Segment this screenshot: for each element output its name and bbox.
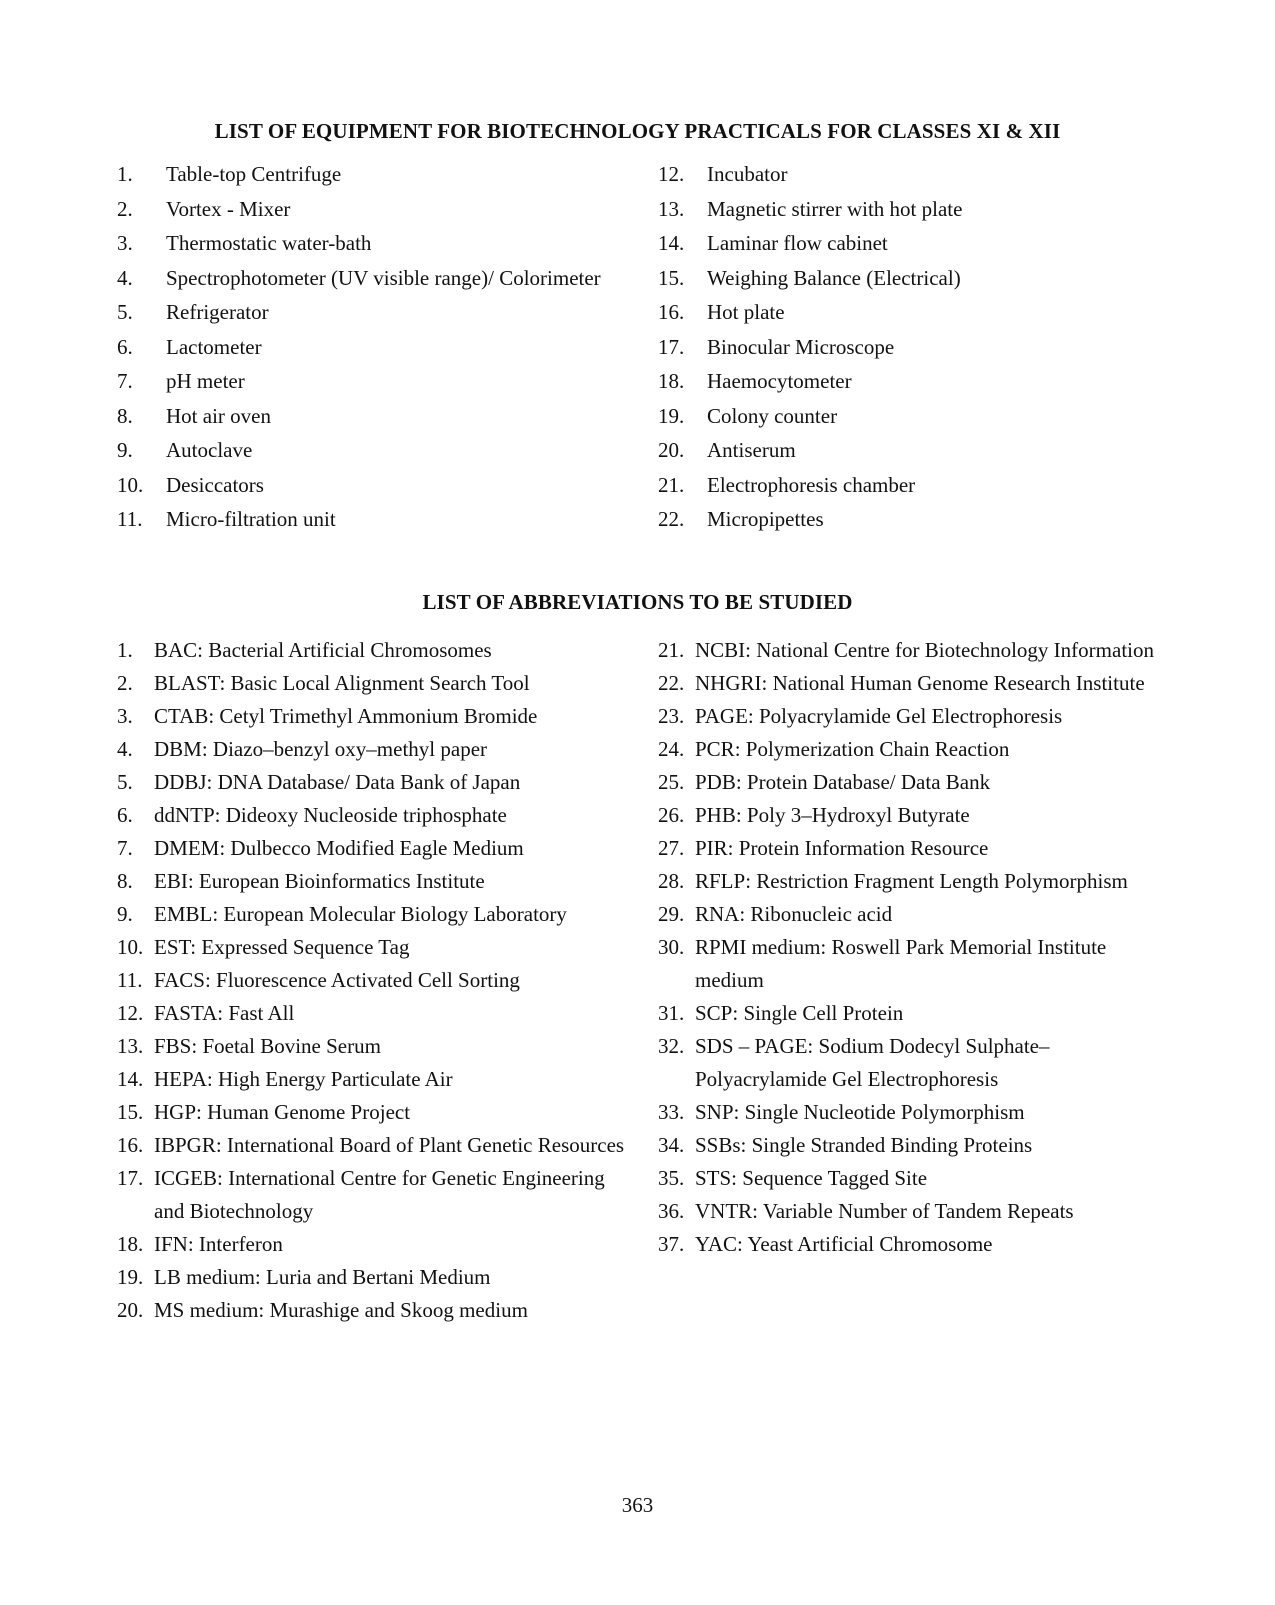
- abbreviations-list-heading: LIST OF ABBREVIATIONS TO BE STUDIED: [422, 590, 853, 614]
- abbreviation-item: [658, 700, 1178, 733]
- item-number: 9.: [117, 438, 133, 462]
- equipment-item: [658, 436, 1178, 465]
- abbreviation-item: [117, 1030, 637, 1063]
- equipment-item: [117, 160, 617, 189]
- item-number: 1.: [117, 638, 133, 662]
- item-text: PIR: Protein Information Resource: [695, 836, 989, 860]
- abbreviation-item: [117, 1228, 637, 1261]
- item-text: VNTR: Variable Number of Tandem Repeats: [695, 1199, 1074, 1223]
- equipment-item: [117, 505, 617, 534]
- item-text: Vortex - Mixer: [166, 196, 291, 221]
- item-text: SSBs: Single Stranded Binding Proteins: [695, 1133, 1033, 1157]
- item-text: Magnetic stirrer with hot plate: [707, 196, 963, 221]
- abbreviation-item: [117, 799, 637, 832]
- item-number: 23.: [658, 704, 685, 728]
- abbreviation-item: [658, 634, 1178, 667]
- item-number: 18.: [658, 369, 685, 393]
- item-text: BLAST: Basic Local Alignment Search Tool: [154, 671, 530, 695]
- item-number: 9.: [117, 902, 133, 926]
- abbreviation-item: [117, 1096, 637, 1129]
- abbreviation-item: [117, 865, 637, 898]
- item-text: Hot plate: [707, 300, 785, 324]
- equipment-item: [117, 367, 617, 396]
- item-number: 8.: [117, 403, 133, 428]
- equipment-item: [658, 264, 1178, 293]
- item-text: Antiserum: [707, 438, 796, 462]
- item-number: 7.: [117, 836, 133, 860]
- item-number: 28.: [658, 869, 685, 893]
- equipment-item: [658, 367, 1178, 396]
- item-text: DDBJ: DNA Database/ Data Bank of Japan: [154, 770, 521, 794]
- item-number: 20.: [117, 1298, 144, 1322]
- equipment-item: [658, 333, 1178, 362]
- abbreviations-list-right-column: [658, 634, 1178, 1261]
- equipment-item: [117, 298, 617, 327]
- equipment-item: [658, 160, 1178, 189]
- item-number: 36.: [658, 1199, 685, 1223]
- equipment-item: [658, 229, 1178, 258]
- abbreviation-item: [658, 1228, 1178, 1261]
- item-text: DMEM: Dulbecco Modified Eagle Medium: [154, 836, 524, 860]
- abbreviation-item: [117, 931, 637, 964]
- item-text: Binocular Microscope: [707, 334, 895, 359]
- item-number: 13.: [117, 1034, 144, 1058]
- item-number: 11.: [117, 968, 143, 992]
- abbreviation-item: [658, 931, 1178, 997]
- equipment-item: [658, 298, 1178, 327]
- item-number: 4.: [117, 737, 133, 761]
- abbreviation-item: [117, 766, 637, 799]
- abbreviation-item: [117, 667, 637, 700]
- abbreviation-item: [117, 1294, 637, 1327]
- item-text: NCBI: National Centre for Biotechnology Information: [695, 638, 1154, 662]
- item-number: 33.: [658, 1100, 685, 1124]
- equipment-list-right-column: [658, 160, 1178, 540]
- item-text: SNP: Single Nucleotide Polymorphism: [695, 1100, 1025, 1124]
- equipment-item: [117, 471, 617, 500]
- equipment-list-heading: LIST OF EQUIPMENT FOR BIOTECHNOLOGY PRACTICALS FOR CLASSES XI & XII: [214, 119, 1061, 143]
- item-number: 6.: [117, 803, 133, 827]
- equipment-list-left-column: [117, 160, 617, 540]
- item-text: DBM: Diazo–benzyl oxy–methyl paper: [154, 737, 488, 761]
- item-number: 30.: [658, 935, 685, 959]
- abbreviation-item: [117, 964, 637, 997]
- item-text: ICGEB: International Centre for Genetic Engineering and Biotechnology: [154, 1166, 605, 1223]
- item-text: PCR: Polymerization Chain Reaction: [695, 737, 1010, 761]
- item-text: Autoclave: [166, 438, 253, 462]
- item-number: 12.: [658, 162, 685, 186]
- abbreviation-item: [658, 733, 1178, 766]
- item-text: EST: Expressed Sequence Tag: [154, 935, 410, 959]
- item-text: FASTA: Fast All: [154, 1001, 295, 1025]
- item-text: PDB: Protein Database/ Data Bank: [695, 770, 991, 794]
- equipment-item: [117, 229, 617, 258]
- abbreviation-item: [117, 1162, 637, 1228]
- item-text: SDS – PAGE: Sodium Dodecyl Sulphate– Polyacrylamide Gel Electrophoresis: [695, 1034, 1050, 1091]
- item-number: 35.: [658, 1166, 685, 1190]
- item-number: 10.: [117, 472, 144, 497]
- item-text: Spectrophotometer (UV visible range)/ Colorimeter: [166, 265, 601, 290]
- item-number: 2.: [117, 196, 133, 221]
- item-text: HGP: Human Genome Project: [154, 1100, 411, 1124]
- item-text: MS medium: Murashige and Skoog medium: [154, 1298, 528, 1322]
- item-number: 3.: [117, 231, 133, 255]
- equipment-item: [117, 402, 617, 431]
- item-number: 8.: [117, 869, 133, 893]
- item-text: Lactometer: [166, 334, 262, 359]
- item-number: 16.: [117, 1133, 144, 1157]
- item-text: PAGE: Polyacrylamide Gel Electrophoresis: [695, 704, 1063, 728]
- item-number: 2.: [117, 671, 133, 695]
- item-text: pH meter: [166, 369, 245, 393]
- item-number: 22.: [658, 671, 685, 695]
- item-text: Laminar flow cabinet: [707, 231, 888, 255]
- item-number: 4.: [117, 265, 133, 290]
- item-text: Micropipettes: [707, 507, 824, 531]
- abbreviation-item: [117, 1129, 637, 1162]
- abbreviation-item: [117, 1063, 637, 1096]
- item-text: STS: Sequence Tagged Site: [695, 1166, 928, 1190]
- item-number: 12.: [117, 1001, 144, 1025]
- item-text: CTAB: Cetyl Trimethyl Ammonium Bromide: [154, 704, 538, 728]
- abbreviation-item: [117, 1261, 637, 1294]
- item-number: 29.: [658, 902, 685, 926]
- abbreviation-item: [658, 1162, 1178, 1195]
- abbreviation-item: [117, 898, 637, 931]
- item-number: 22.: [658, 507, 685, 531]
- item-number: 11.: [117, 507, 143, 531]
- item-text: HEPA: High Energy Particulate Air: [154, 1067, 453, 1091]
- item-number: 13.: [658, 196, 685, 221]
- item-text: Colony counter: [707, 403, 838, 428]
- item-text: Table-top Centrifuge: [166, 162, 342, 186]
- item-number: 7.: [117, 369, 133, 393]
- abbreviation-item: [117, 700, 637, 733]
- abbreviation-item: [658, 865, 1178, 898]
- abbreviation-item: [658, 1195, 1178, 1228]
- item-number: 15.: [658, 265, 685, 290]
- item-number: 31.: [658, 1001, 685, 1025]
- item-number: 5.: [117, 300, 133, 324]
- abbreviation-item: [658, 667, 1178, 700]
- item-text: Electrophoresis chamber: [707, 472, 916, 497]
- abbreviation-item: [658, 799, 1178, 832]
- abbreviation-item: [117, 832, 637, 865]
- equipment-item: [658, 402, 1178, 431]
- item-text: FACS: Fluorescence Activated Cell Sorting: [154, 968, 520, 992]
- abbreviation-item: [117, 733, 637, 766]
- item-text: Weighing Balance (Electrical): [707, 265, 961, 290]
- item-text: NHGRI: National Human Genome Research Institute: [695, 671, 1145, 695]
- equipment-item: [658, 505, 1178, 534]
- item-text: RFLP: Restriction Fragment Length Polymorphism: [695, 869, 1128, 893]
- item-number: 16.: [658, 300, 685, 324]
- item-number: 17.: [658, 334, 685, 359]
- equipment-item: [117, 264, 617, 293]
- abbreviation-item: [658, 1096, 1178, 1129]
- abbreviation-item: [117, 634, 637, 667]
- item-text: RNA: Ribonucleic acid: [695, 902, 893, 926]
- item-text: FBS: Foetal Bovine Serum: [154, 1034, 381, 1058]
- equipment-item: [117, 436, 617, 465]
- item-text: RPMI medium: Roswell Park Memorial Institute medium: [695, 935, 1107, 992]
- item-number: 25.: [658, 770, 685, 794]
- equipment-item: [117, 333, 617, 362]
- item-number: 24.: [658, 737, 685, 761]
- abbreviation-item: [658, 898, 1178, 931]
- abbreviation-item: [658, 832, 1178, 865]
- abbreviation-item: [658, 997, 1178, 1030]
- item-number: 26.: [658, 803, 685, 827]
- item-number: 14.: [117, 1067, 144, 1091]
- item-number: 18.: [117, 1232, 144, 1256]
- item-text: ddNTP: Dideoxy Nucleoside triphosphate: [154, 803, 507, 827]
- item-text: IFN: Interferon: [154, 1232, 283, 1256]
- item-text: Hot air oven: [166, 403, 271, 428]
- abbreviation-item: [117, 997, 637, 1030]
- item-text: Haemocytometer: [707, 369, 852, 393]
- item-number: 15.: [117, 1100, 144, 1124]
- item-number: 34.: [658, 1133, 685, 1157]
- page-number: 363: [621, 1493, 654, 1517]
- item-text: Desiccators: [166, 472, 264, 497]
- item-text: EBI: European Bioinformatics Institute: [154, 869, 485, 893]
- abbreviation-item: [658, 1129, 1178, 1162]
- item-number: 37.: [658, 1232, 685, 1256]
- item-number: 21.: [658, 472, 685, 497]
- item-number: 5.: [117, 770, 133, 794]
- equipment-item: [658, 471, 1178, 500]
- item-text: YAC: Yeast Artificial Chromosome: [695, 1232, 993, 1256]
- item-text: EMBL: European Molecular Biology Laboratory: [154, 902, 567, 926]
- item-text: LB medium: Luria and Bertani Medium: [154, 1265, 491, 1289]
- item-text: Refrigerator: [166, 300, 269, 324]
- abbreviations-list-left-column: [117, 634, 637, 1327]
- item-number: 6.: [117, 334, 133, 359]
- equipment-item: [658, 195, 1178, 224]
- item-number: 3.: [117, 704, 133, 728]
- item-text: IBPGR: International Board of Plant Genetic Resources: [154, 1133, 625, 1157]
- item-text: Incubator: [707, 162, 788, 186]
- item-text: Micro-filtration unit: [166, 507, 336, 531]
- item-number: 32.: [658, 1034, 685, 1058]
- item-number: 27.: [658, 836, 685, 860]
- item-text: PHB: Poly 3–Hydroxyl Butyrate: [695, 803, 970, 827]
- item-number: 19.: [658, 403, 685, 428]
- item-text: BAC: Bacterial Artificial Chromosomes: [154, 638, 492, 662]
- equipment-item: [117, 195, 617, 224]
- item-number: 19.: [117, 1265, 144, 1289]
- item-text: SCP: Single Cell Protein: [695, 1001, 904, 1025]
- abbreviation-item: [658, 766, 1178, 799]
- item-number: 17.: [117, 1166, 144, 1190]
- item-number: 10.: [117, 935, 144, 959]
- item-number: 14.: [658, 231, 685, 255]
- item-number: 21.: [658, 638, 685, 662]
- item-number: 1.: [117, 162, 133, 186]
- abbreviation-item: [658, 1030, 1178, 1096]
- item-text: Thermostatic water-bath: [166, 231, 372, 255]
- item-number: 20.: [658, 438, 685, 462]
